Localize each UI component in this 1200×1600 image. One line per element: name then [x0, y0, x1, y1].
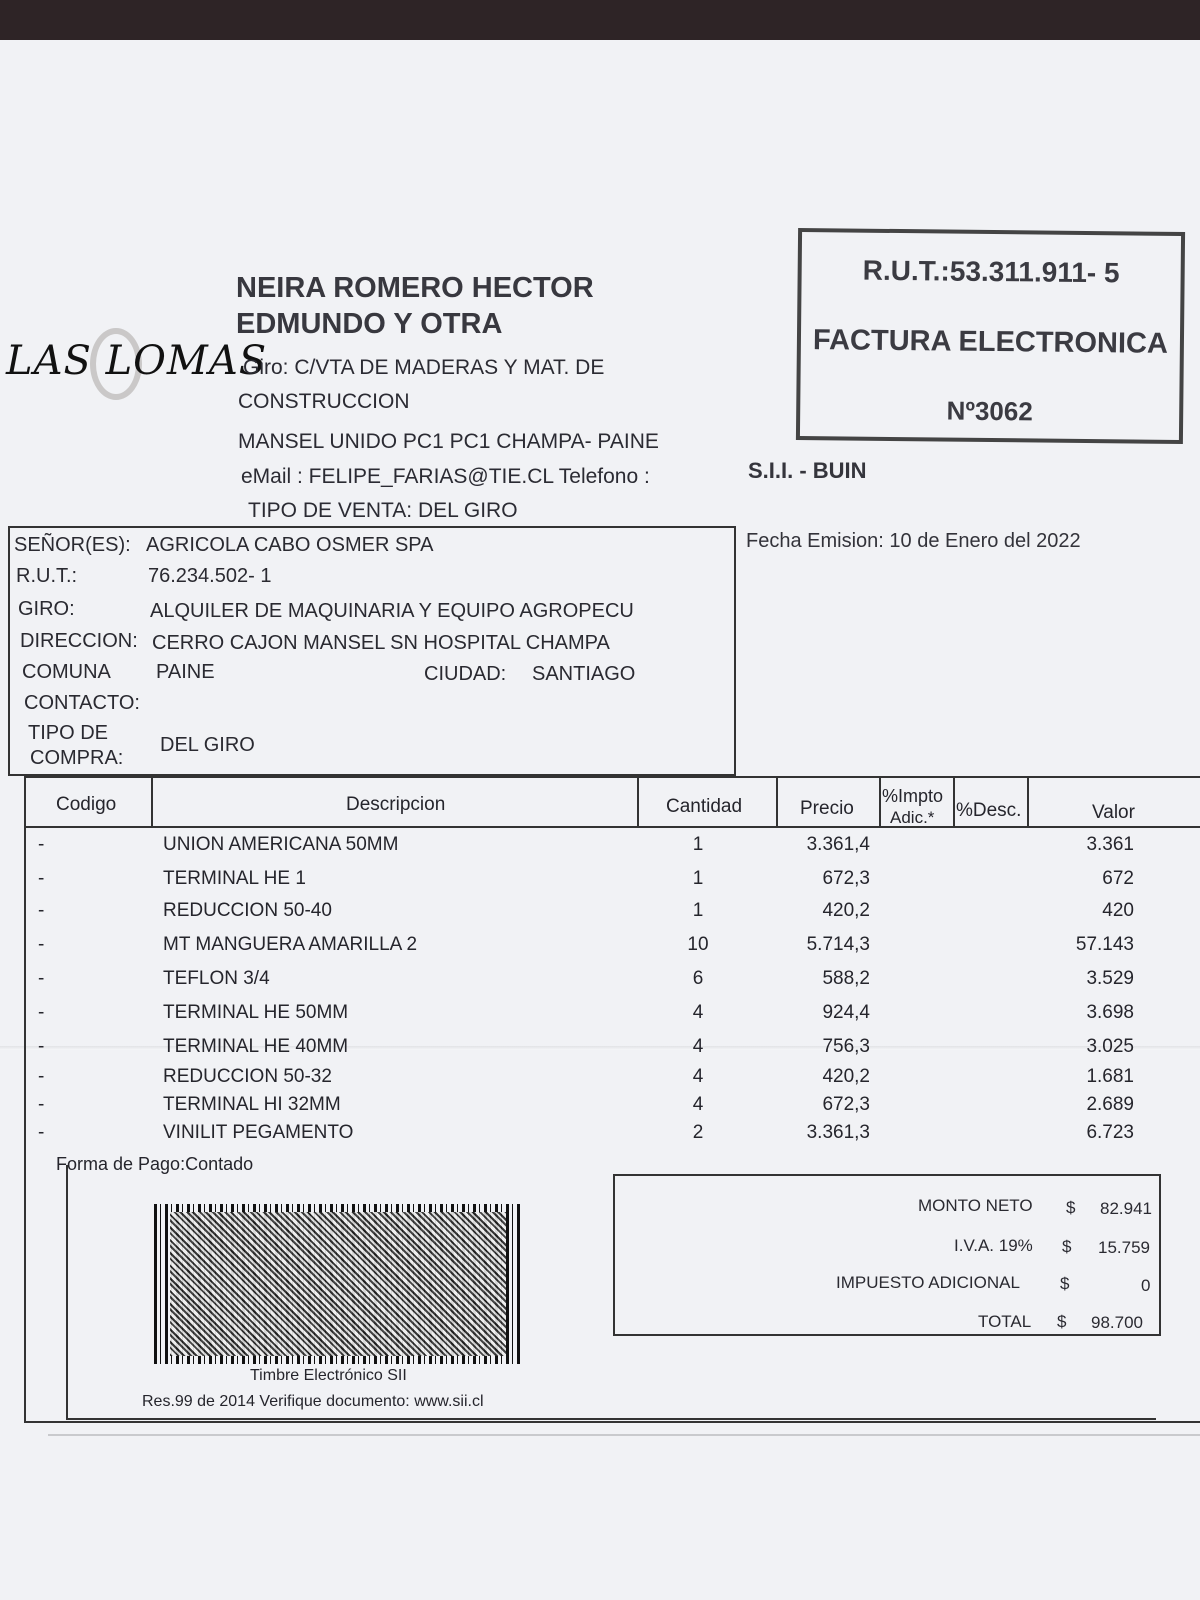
- issuer-address: MANSEL UNIDO PC1 PC1 CHAMPA- PAINE: [238, 430, 659, 453]
- table-row: [0, 934, 1200, 964]
- table-row: [0, 834, 1200, 864]
- row-quantity: 4: [692, 1094, 704, 1115]
- table-header-divider: [24, 826, 1200, 828]
- client-tipo-compra-label-1: TIPO DE: [28, 722, 109, 744]
- table-row: [0, 1036, 1200, 1066]
- row-price: 3.361,3: [806, 1122, 870, 1143]
- row-price: 588,2: [822, 968, 870, 989]
- row-value: 420: [1102, 900, 1134, 921]
- header-impto-2: Adic.*: [890, 808, 935, 827]
- row-quantity: 10: [687, 934, 709, 955]
- header-codigo: Codigo: [56, 794, 117, 815]
- row-value: 57.143: [1075, 934, 1134, 955]
- iva-label: I.V.A. 19%: [954, 1236, 1033, 1255]
- row-price: 420,2: [822, 900, 870, 921]
- row-price: 672,3: [822, 868, 870, 889]
- issuer-name-line1: NEIRA ROMERO HECTOR: [236, 272, 594, 304]
- table-row: [0, 868, 1200, 898]
- payment-method: Forma de Pago:Contado: [56, 1154, 254, 1174]
- row-code: -: [38, 1094, 45, 1115]
- client-ciudad-value: SANTIAGO: [532, 663, 636, 685]
- company-logo: LAS LOMAS: [6, 338, 268, 384]
- client-rut-label: R.U.T.:: [16, 565, 78, 587]
- neto-currency: $: [1066, 1198, 1076, 1217]
- row-quantity: 1: [692, 834, 704, 855]
- row-price: 3.361,4: [806, 834, 870, 855]
- row-description: UNION AMERICANA 50MM: [163, 834, 399, 855]
- adicional-label: IMPUESTO ADICIONAL: [836, 1273, 1020, 1292]
- header-impto-1: %Impto: [882, 786, 944, 806]
- neto-label: MONTO NETO: [918, 1196, 1033, 1215]
- timbre-barcode: [154, 1204, 522, 1364]
- client-rut-value: 76.234.502- 1: [148, 565, 272, 587]
- row-code: -: [38, 1002, 45, 1023]
- header-valor: Valor: [1092, 802, 1135, 823]
- row-description: TERMINAL HE 40MM: [163, 1036, 349, 1057]
- client-comuna-label: COMUNA: [22, 661, 111, 683]
- row-quantity: 6: [692, 968, 704, 989]
- table-row: [0, 968, 1200, 998]
- row-description: TERMINAL HE 1: [163, 868, 306, 889]
- header-cantidad: Cantidad: [666, 796, 743, 817]
- total-label: TOTAL: [978, 1312, 1032, 1331]
- row-price: 420,2: [822, 1066, 870, 1087]
- table-row: [0, 1094, 1200, 1124]
- resolution-note: Res.99 de 2014 Verifique documento: www.sii.cl: [142, 1393, 484, 1410]
- table-row: [0, 1122, 1200, 1152]
- client-ciudad-label: CIUDAD:: [424, 663, 507, 685]
- row-description: REDUCCION 50-40: [163, 900, 332, 921]
- row-description: TERMINAL HE 50MM: [163, 1002, 349, 1023]
- issue-date: Fecha Emision: 10 de Enero del 2022: [746, 530, 1081, 552]
- footer-border-left: [66, 1165, 68, 1420]
- row-quantity: 4: [692, 1066, 704, 1087]
- document-type: FACTURA ELECTRONICA: [812, 324, 1169, 360]
- totals-box: [613, 1174, 1161, 1336]
- issuer-rut: R.U.T.:53.311.911- 5: [862, 254, 1120, 289]
- client-contacto-label: CONTACTO:: [24, 692, 140, 714]
- row-value: 3.361: [1086, 834, 1134, 855]
- row-quantity: 2: [692, 1122, 704, 1143]
- table-row: [0, 1066, 1200, 1096]
- timbre-label: Timbre Electrónico SII: [250, 1367, 407, 1384]
- adicional-currency: $: [1060, 1274, 1070, 1293]
- row-code: -: [38, 1066, 45, 1087]
- row-price: 672,3: [822, 1094, 870, 1115]
- total-currency: $: [1057, 1312, 1067, 1331]
- row-description: TEFLON 3/4: [163, 968, 270, 989]
- iva-value: 15.759: [1098, 1238, 1150, 1257]
- row-code: -: [38, 900, 45, 921]
- issuer-name-line2: EDMUNDO Y OTRA: [236, 308, 503, 340]
- row-code: -: [38, 1122, 45, 1143]
- table-row: [0, 900, 1200, 930]
- header-descripcion: Descripcion: [346, 794, 446, 815]
- row-code: -: [38, 1036, 45, 1057]
- row-quantity: 4: [692, 1002, 704, 1023]
- client-comuna-value: PAINE: [156, 661, 215, 683]
- row-value: 3.529: [1086, 968, 1134, 989]
- row-quantity: 4: [692, 1036, 704, 1057]
- row-code: -: [38, 968, 45, 989]
- table-row: [0, 1002, 1200, 1032]
- issuer-tipo-venta: TIPO DE VENTA: DEL GIRO: [248, 499, 518, 522]
- row-code: -: [38, 868, 45, 889]
- col-divider: [953, 778, 955, 826]
- row-value: 6.723: [1086, 1122, 1134, 1143]
- client-giro-label: GIRO:: [18, 598, 75, 620]
- row-code: -: [38, 934, 45, 955]
- client-senor-value: AGRICOLA CABO OSMER SPA: [146, 534, 434, 556]
- document-number: Nº3062: [946, 395, 1033, 427]
- header-precio: Precio: [800, 798, 854, 819]
- neto-value: 82.941: [1100, 1199, 1152, 1218]
- row-description: VINILIT PEGAMENTO: [163, 1122, 354, 1143]
- issuer-giro-line1: Giro: C/VTA DE MADERAS Y MAT. DE: [243, 356, 605, 379]
- client-giro-value: ALQUILER DE MAQUINARIA Y EQUIPO AGROPECU: [150, 600, 634, 622]
- row-value: 3.025: [1086, 1036, 1134, 1057]
- row-price: 756,3: [822, 1036, 870, 1057]
- row-quantity: 1: [692, 868, 704, 889]
- row-description: MT MANGUERA AMARILLA 2: [163, 934, 418, 955]
- sii-office: S.I.I. - BUIN: [748, 458, 867, 483]
- row-value: 1.681: [1086, 1066, 1134, 1087]
- footer-border-bottom: [66, 1418, 1156, 1420]
- row-value: 2.689: [1086, 1094, 1134, 1115]
- client-senor-label: SEÑOR(ES):: [14, 534, 131, 556]
- col-divider: [1027, 778, 1029, 826]
- row-description: REDUCCION 50-32: [163, 1066, 332, 1087]
- issuer-giro-line2: CONSTRUCCION: [238, 390, 410, 413]
- client-direccion-label: DIRECCION:: [20, 630, 138, 652]
- row-value: 3.698: [1086, 1002, 1134, 1023]
- total-value: 98.700: [1091, 1313, 1143, 1332]
- row-code: -: [38, 834, 45, 855]
- col-divider: [879, 778, 881, 826]
- client-tipo-compra-value: DEL GIRO: [160, 734, 255, 756]
- header-desc: %Desc.: [956, 800, 1022, 821]
- iva-currency: $: [1062, 1237, 1072, 1256]
- adicional-value: 0: [1141, 1276, 1151, 1295]
- row-price: 924,4: [822, 1002, 870, 1023]
- col-divider: [776, 778, 778, 826]
- row-description: TERMINAL HI 32MM: [163, 1094, 341, 1115]
- document-id-box: [796, 228, 1185, 444]
- col-divider: [637, 778, 639, 826]
- row-quantity: 1: [692, 900, 704, 921]
- issuer-email: eMail : FELIPE_FARIAS@TIE.CL Telefono :: [241, 465, 650, 488]
- col-divider: [151, 778, 153, 826]
- row-price: 5.714,3: [806, 934, 870, 955]
- row-value: 672: [1102, 868, 1134, 889]
- client-tipo-compra-label-2: COMPRA:: [30, 747, 124, 769]
- paper-bottom-edge: [48, 1434, 1200, 1436]
- client-direccion-value: CERRO CAJON MANSEL SN HOSPITAL CHAMPA: [152, 632, 610, 654]
